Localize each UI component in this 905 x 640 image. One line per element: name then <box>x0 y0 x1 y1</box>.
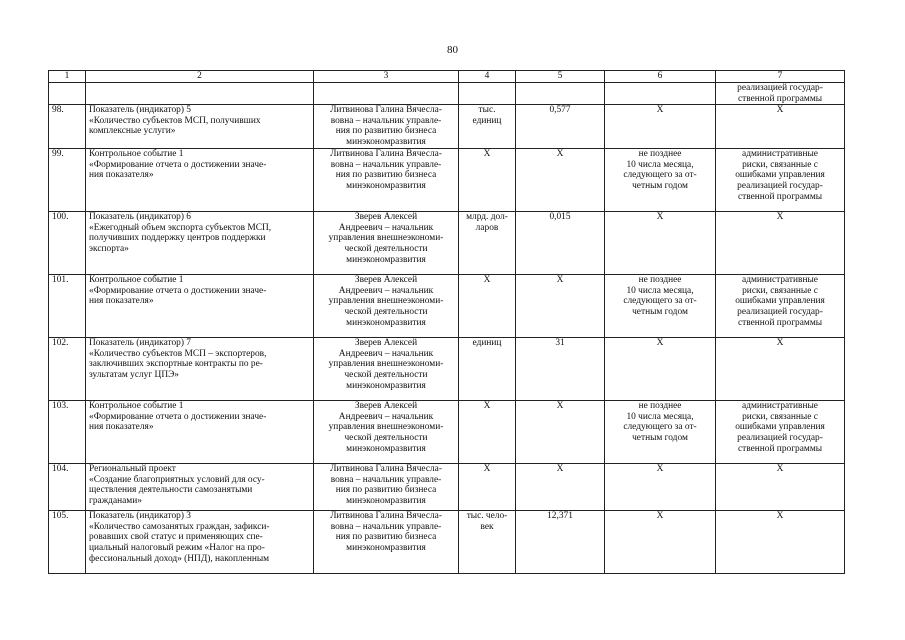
table-cell <box>314 83 459 105</box>
row-deadline-cell: не позднее 10 числа месяца, следующего за от- четным годом <box>605 275 716 338</box>
row-risks-cell: X <box>716 464 845 511</box>
row-deadline-cell: X <box>605 338 716 401</box>
row-unit-cell: X <box>459 464 516 511</box>
table-row <box>49 464 845 511</box>
column-header: 7 <box>716 71 845 83</box>
row-value-cell: 0,015 <box>516 212 605 275</box>
row-responsible-cell: Зверев Алексей Андреевич – начальник управления внешнеэкономи- ческой деятельности минэкономразвития <box>314 275 459 338</box>
row-name-cell: Показатель (индикатор) 5 «Количество субъектов МСП, получивших комплексные услуги» <box>86 105 314 149</box>
row-responsible-cell: Зверев Алексей Андреевич – начальник управления внешнеэкономи- ческой деятельности минэкономразвития <box>314 338 459 401</box>
row-number-cell: 101. <box>49 275 86 338</box>
row-value-cell: 0,577 <box>516 105 605 149</box>
row-number-cell: 98. <box>49 105 86 149</box>
row-responsible-cell: Зверев Алексей Андреевич – начальник управления внешнеэкономи- ческой деятельности минэкономразвития <box>314 401 459 464</box>
row-risks-cell: X <box>716 105 845 149</box>
row-name-cell: Показатель (индикатор) 6 «Ежегодный объем экспорта субъектов МСП, получивших поддержку центров поддержки экспорта» <box>86 212 314 275</box>
table-row <box>49 105 845 149</box>
column-header: 1 <box>49 71 86 83</box>
row-risks-cell: административные риски, связанные с ошибками управления реализацией государ- ственной программы <box>716 401 845 464</box>
table-cell <box>516 83 605 105</box>
table-cell <box>49 83 86 105</box>
row-name-cell: Региональный проект «Создание благоприятных условий для осу- ществления деятельности самозанятыми гражданами» <box>86 464 314 511</box>
row-deadline-cell: X <box>605 212 716 275</box>
table-row <box>49 338 845 401</box>
table-cell <box>605 83 716 105</box>
row-unit-cell: тыс. единиц <box>459 105 516 149</box>
row-deadline-cell: X <box>605 511 716 574</box>
row-name-cell: Контрольное событие 1 «Формирование отчета о достижении значе- ния показателя» <box>86 401 314 464</box>
row-risks-cell: административные риски, связанные с ошибками управления реализацией государ- ственной программы <box>716 149 845 212</box>
header-row <box>49 71 845 83</box>
table-cell <box>459 83 516 105</box>
row-name-cell: Показатель (индикатор) 3 «Количество самозанятых граждан, зафикси- ровавших свой статус и применяющих спе- циальный налоговый режим «Налог на про- фессиональный доход» (НПД), накопленным <box>86 511 314 574</box>
row-value-cell: 31 <box>516 338 605 401</box>
table-cell <box>86 83 314 105</box>
row-number-cell: 99. <box>49 149 86 212</box>
row-number-cell: 102. <box>49 338 86 401</box>
page-number: 80 <box>447 44 458 56</box>
row-value-cell: 12,371 <box>516 511 605 574</box>
row-value-cell: X <box>516 275 605 338</box>
row-number-cell: 100. <box>49 212 86 275</box>
row-name-cell: Контрольное событие 1 «Формирование отчета о достижении значе- ния показателя» <box>86 149 314 212</box>
row-risks-cell: X <box>716 212 845 275</box>
row-responsible-cell: Литвинова Галина Вячесла- вовна – начальник управле- ния по развитию бизнеса минэкономразвития <box>314 464 459 511</box>
row-risks-cell: X <box>716 338 845 401</box>
column-header: 2 <box>86 71 314 83</box>
row-responsible-cell: Литвинова Галина Вячесла- вовна – начальник управле- ния по развитию бизнеса минэкономразвития <box>314 105 459 149</box>
column-header: 3 <box>314 71 459 83</box>
row-responsible-cell: Литвинова Галина Вячесла- вовна – начальник управле- ния по развитию бизнеса минэкономразвития <box>314 511 459 574</box>
table-row <box>49 275 845 338</box>
table-row <box>49 511 845 574</box>
row-name-cell: Показатель (индикатор) 7 «Количество субъектов МСП – экспортеров, заключивших экспортные контракты по ре- зультатам услуг ЦПЭ» <box>86 338 314 401</box>
row-number-cell: 103. <box>49 401 86 464</box>
row-responsible-cell: Зверев Алексей Андреевич – начальник управления внешнеэкономи- ческой деятельности минэкономразвития <box>314 212 459 275</box>
row-deadline-cell: не позднее 10 числа месяца, следующего за от- четным годом <box>605 149 716 212</box>
row-risks-cell: X <box>716 511 845 574</box>
program-table <box>48 70 845 574</box>
row-risks-cell: административные риски, связанные с ошибками управления реализацией государ- ственной программы <box>716 275 845 338</box>
table-row <box>49 212 845 275</box>
continuation-row <box>49 83 845 105</box>
row-responsible-cell: Литвинова Галина Вячесла- вовна – начальник управле- ния по развитию бизнеса минэкономразвития <box>314 149 459 212</box>
column-header: 4 <box>459 71 516 83</box>
table-row <box>49 401 845 464</box>
row-value-cell: X <box>516 149 605 212</box>
row-unit-cell: млрд. дол- ларов <box>459 212 516 275</box>
row-unit-cell: X <box>459 149 516 212</box>
row-number-cell: 105. <box>49 511 86 574</box>
table-row <box>49 149 845 212</box>
column-header: 5 <box>516 71 605 83</box>
row-number-cell: 104. <box>49 464 86 511</box>
row-deadline-cell: не позднее 10 числа месяца, следующего за от- четным годом <box>605 401 716 464</box>
row-unit-cell: X <box>459 275 516 338</box>
row-unit-cell: X <box>459 401 516 464</box>
row-deadline-cell: X <box>605 464 716 511</box>
row-deadline-cell: X <box>605 105 716 149</box>
row-name-cell: Контрольное событие 1 «Формирование отчета о достижении значе- ния показателя» <box>86 275 314 338</box>
continuation-risks-cell: реализацией государ- ственной программы <box>716 83 845 105</box>
row-unit-cell: единиц <box>459 338 516 401</box>
column-header: 6 <box>605 71 716 83</box>
row-unit-cell: тыс. чело- век <box>459 511 516 574</box>
row-value-cell: X <box>516 401 605 464</box>
row-value-cell: X <box>516 464 605 511</box>
